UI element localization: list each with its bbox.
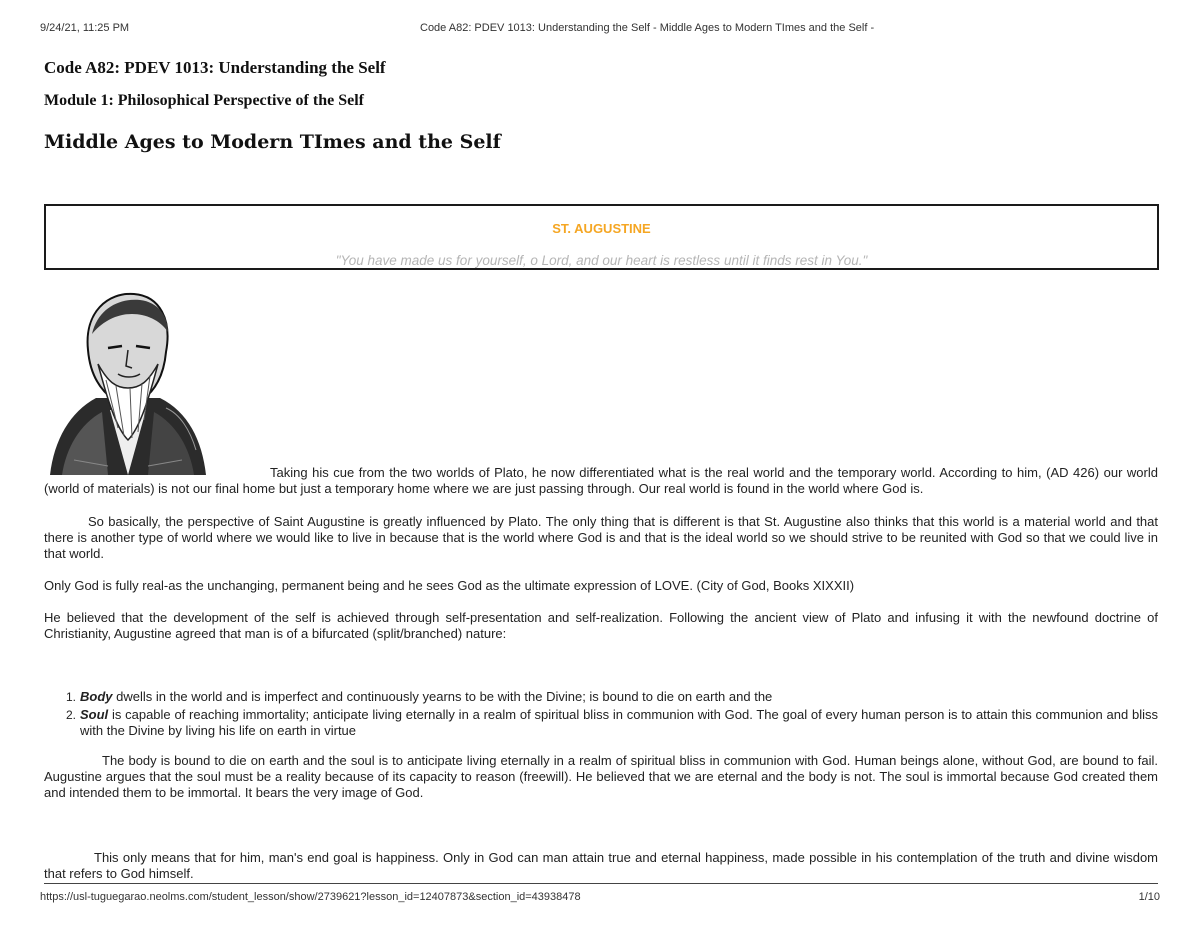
st-augustine-portrait	[48, 290, 208, 475]
paragraph-two-worlds: Taking his cue from the two worlds of Plato, he now differentiated what is the real world and the temporary world. According to him, (AD 426) our world (world of materials) is not our final home but just a temporary home where we are just passing through. Our real world is found in the world where God is.	[44, 465, 1158, 496]
paragraph-soul-immortal: The body is bound to die on earth and the soul is to anticipate living eternally in a realm of spiritual bliss in communion with God. Human beings alone, without God, are bound to fail. Augustine argues that the soul must be a reality because of its capacity to reason (freewill). He believed that we are eternal and the body is not. The soul is immortal because God created them and intended them to be immortal. It bears the very image of God.	[44, 753, 1158, 800]
course-title: Code A82: PDEV 1013: Understanding the Self	[44, 58, 386, 77]
quote-box	[44, 204, 1159, 270]
body-soul-list	[66, 689, 1158, 741]
paragraph-god-real: Only God is fully real-as the unchanging, permanent being and he sees God as the ultimate expression of LOVE. (City of God, Books XIXXII)	[44, 578, 855, 593]
lesson-title: Middle Ages to Modern TImes and the Self	[44, 131, 501, 153]
list-item-body	[66, 689, 1158, 705]
footer-divider	[44, 883, 1158, 884]
page-number: 1/10	[1138, 891, 1160, 903]
paragraph-happiness: This only means that for him, man's end goal is happiness. Only in God can man attain true and eternal happiness, made possible in his contemplation of the truth and divine wisdom that refers to God himself.	[44, 850, 1158, 881]
list-text: dwells in the world and is imperfect and continuously yearns to be with the Divine; is bound to die on earth and the	[112, 689, 773, 704]
print-date: 9/24/21, 11:25 PM	[40, 22, 130, 34]
paragraph-bifurcated-nature: He believed that the development of the self is achieved through self-presentation and self-realization. Following the ancient view of Plato and infusing it with the newfound doctrine of Christianity, Augustine agreed that man is of a bifurcated (split/branched) nature:	[44, 610, 1158, 641]
list-text: is capable of reaching immortality; anticipate living eternally in a realm of spiritual bliss in communion with God. The goal of every human person is to attain this communion and bliss with the Divine by living his life on earth in virtue	[80, 707, 1158, 738]
list-number: 1.	[66, 690, 77, 704]
quote-text: "You have made us for yourself, o Lord, and our heart is restless until it finds rest in You."	[335, 253, 868, 268]
print-header	[40, 22, 1160, 38]
module-title: Module 1: Philosophical Perspective of the Self	[44, 92, 364, 109]
list-term: Body	[80, 689, 113, 704]
print-doc-title: Code A82: PDEV 1013: Understanding the Self - Middle Ages to Modern TImes and the Self -	[420, 22, 875, 34]
quote-author: ST. AUGUSTINE	[552, 221, 651, 236]
list-item-soul	[66, 707, 1158, 739]
list-number: 2.	[66, 708, 77, 722]
paragraph-plato-influence: So basically, the perspective of Saint Augustine is greatly influenced by Plato. The only thing that is different is that St. Augustine also thinks that this world is a material world and that there is another type of world where we would like to live in because that is the world where God is and that is the ideal world so we should strive to be reunited with God so that we could live in that world.	[44, 514, 1158, 561]
list-term: Soul	[80, 707, 109, 722]
page-url[interactable]: https://usl-tuguegarao.neolms.com/student_lesson/show/2739621?lesson_id=12407873&section_id=43938478	[40, 891, 581, 903]
